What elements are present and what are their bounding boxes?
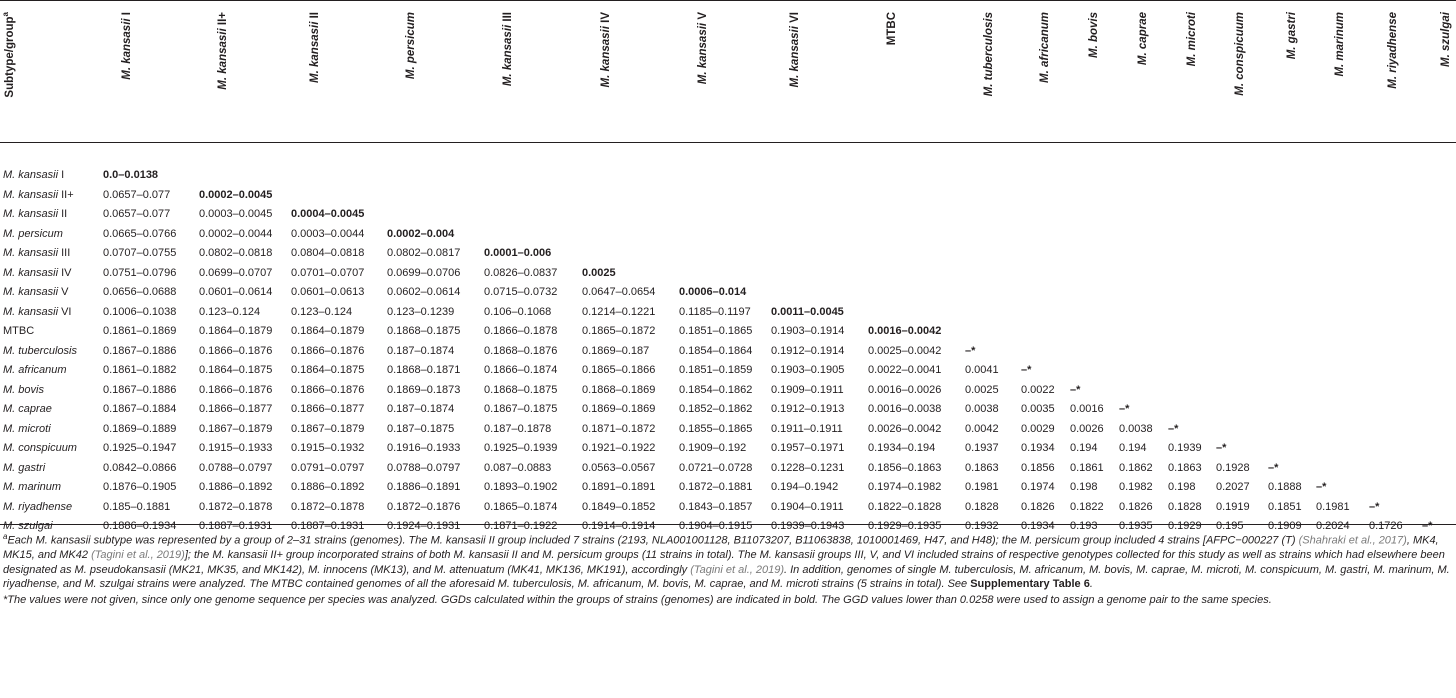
column-header: M. conspicuum (1234, 12, 1246, 96)
table-cell: 0.1864–0.1875 (291, 364, 365, 376)
table-cell: 0.123–0.124 (199, 305, 261, 318)
table-cell: 0.1886–0.1891 (387, 481, 461, 493)
table-cell: 0.1862 (1119, 461, 1153, 474)
table-cell: 0.1868–0.1875 (387, 325, 461, 337)
supplementary-table-link[interactable]: Supplementary Table 6 (970, 578, 1090, 591)
table-cell: 0.0025 (965, 383, 999, 396)
table-cell: 0.0041 (965, 364, 999, 376)
row-label: M. conspicuum (3, 442, 77, 454)
table-cell: 0.1866–0.1878 (484, 325, 558, 337)
column-header: M. kansasii II+ (217, 12, 229, 90)
table-cell: 0.1921–0.1922 (582, 442, 656, 454)
column-header: M. kansasii V (697, 12, 709, 85)
column-header: MTBC (886, 12, 898, 46)
table-cell: 0.1939 (1168, 442, 1202, 454)
table-cell: 0.0029 (1021, 422, 1055, 435)
table-cell: 0.1928 (1216, 461, 1250, 474)
table-cell: 0.1849–0.1852 (582, 500, 656, 513)
table-cell: 0.1916–0.1933 (387, 442, 461, 454)
table-cell: 0.1866–0.1876 (291, 344, 365, 357)
table-cell: 0.1856–0.1863 (868, 461, 942, 474)
table-cell-diagonal: –* (1168, 422, 1179, 435)
table-cell: 0.1974 (1021, 481, 1055, 493)
table-cell: 0.0601–0.0614 (199, 286, 273, 298)
table-cell: 0.087–0.0883 (484, 461, 552, 474)
row-label: M. gastri (3, 461, 46, 474)
row-label: M. tuberculosis (3, 344, 77, 357)
table-cell-diagonal: –* (1369, 500, 1380, 513)
table-cell: 0.0042 (965, 422, 999, 435)
table-cell: 0.1866–0.1874 (484, 364, 558, 376)
column-header: M. tuberculosis (983, 12, 995, 97)
table-cell: 0.1868–0.1869 (582, 383, 656, 396)
table-cell: 0.0035 (1021, 403, 1055, 415)
table-cell: 0.1866–0.1876 (291, 383, 365, 396)
table-cell: 0.0656–0.0688 (103, 286, 177, 298)
table-cell-diagonal: 0.0011–0.0045 (771, 305, 844, 318)
table-cell: 0.185–0.1881 (103, 500, 171, 513)
table-cell: 0.1869–0.1869 (582, 403, 656, 415)
table-cell: 0.1828 (1168, 500, 1202, 513)
table-cell-diagonal: 0.0016–0.0042 (868, 325, 942, 337)
table-footnotes (3, 530, 1451, 609)
table-cell: 0.0721–0.0728 (679, 461, 753, 474)
table-cell: 0.0016–0.0026 (868, 383, 942, 396)
table-cell: 0.0026 (1070, 422, 1104, 435)
table-cell: 0.1887–0.1931 (199, 520, 273, 532)
table-cell: 0.0003–0.0044 (291, 227, 365, 240)
table-cell: 0.1865–0.1874 (484, 500, 558, 513)
table-cell: 0.1911–0.1911 (771, 422, 843, 435)
table-cell: 0.1856 (1021, 461, 1055, 474)
table-cell: 0.1893–0.1902 (484, 481, 558, 493)
row-label: M. kansasii V (3, 286, 69, 298)
table-cell: 0.1826 (1021, 500, 1055, 513)
table-cell: 0.1939–0.1943 (771, 520, 845, 532)
table-cell: 0.0016–0.0038 (868, 403, 942, 415)
table-cell: 0.123–0.1239 (387, 305, 455, 318)
table-cell: 0.1912–0.1913 (771, 403, 845, 415)
table-cell-diagonal: –* (1268, 461, 1279, 474)
column-header: M. bovis (1088, 12, 1100, 59)
table-cell: 0.1872–0.1878 (291, 500, 365, 513)
row-label: M. kansasii III (3, 247, 71, 259)
table-cell: 0.0002–0.0044 (199, 227, 273, 240)
table-cell: 0.1915–0.1933 (199, 442, 273, 454)
column-header: M. caprae (1137, 12, 1149, 66)
table-cell: 0.1981 (1316, 500, 1350, 513)
table-cell: 0.1925–0.1939 (484, 442, 558, 454)
table-cell: 0.1854–0.1864 (679, 344, 753, 357)
table-cell: 0.1934 (1021, 442, 1055, 454)
citation-tagini-2[interactable]: (Tagini et al., 2019) (690, 563, 784, 576)
table-cell: 0.1872–0.1878 (199, 500, 273, 513)
table-cell: 0.1843–0.1857 (679, 500, 753, 513)
table-cell: 0.106–0.1068 (484, 305, 552, 318)
table-cell: 0.1925–0.1947 (103, 442, 177, 454)
table-cell: 0.187–0.1874 (387, 344, 455, 357)
table-cell: 0.1867–0.1879 (291, 422, 365, 435)
table-cell-diagonal: 0.0–0.0138 (103, 169, 159, 181)
column-header: M. riyadhense (1387, 12, 1399, 89)
table-cell-diagonal: –* (1070, 383, 1081, 396)
table-cell: 0.0699–0.0706 (387, 266, 461, 279)
table-cell: 0.1876–0.1905 (103, 481, 177, 493)
column-header: M. kansasii III (502, 12, 514, 87)
table-cell: 0.0804–0.0818 (291, 247, 365, 259)
table-cell: 0.0802–0.0818 (199, 247, 273, 259)
table-cell: 0.1909–0.192 (679, 442, 747, 454)
table-cell-diagonal: 0.0002–0.004 (387, 227, 455, 240)
table-cell: 0.0751–0.0796 (103, 266, 177, 279)
table-cell: 0.2024 (1316, 520, 1350, 532)
row-label: M. caprae (3, 403, 52, 415)
table-cell: 0.1909 (1268, 520, 1302, 532)
table-cell: 0.194 (1070, 442, 1098, 454)
table-cell: 0.0657–0.077 (103, 208, 171, 220)
row-label: M. riyadhense (3, 500, 73, 513)
table-cell: 0.0701–0.0707 (291, 266, 365, 279)
table-cell: 0.0026–0.0042 (868, 422, 942, 435)
table-cell-diagonal: –* (1422, 520, 1433, 532)
footnote-a: $^a$Each M. kansasii subtype was represented by a group of 2–31 strains (genomes). The M. kansasii II group included 7 strains (2193, NLA001001128, B11073207, B11063838, 1010001469, H47, and H48); the M. persicum group included 4 strains [AFPC−000227 (T) (Shahraki et al., 2017), MK4, MK15, and MK42 (Tagini et al., 2019)]; the M. kansasii II+ group incorporated strains of both M. kansasii II and M. persicum groups (11 strains in total). The M. kansasii groups III, V, and VI included strains of respective genotypes collected for this study as well as strains which had elsewhere been designated as M. pseudokansasii (MK21, MK35, and MK142), M. innocens (MK13), and M. attenuatum (MK41, MK136, MK191), accordingly (Tagini et al., 2019). In addition, genomes of single M. tuberculosis, M. africanum, M. bovis, M. caprae, M. microti, M. conspicuum, M. gastri, M. marinum, M. riyadhense, and M. szulgai strains were analyzed. The MTBC contained genomes of all the aforesaid M. tuberculosis, M. africanum, M. bovis, M. caprae, and M. microti strains (5 strains in total). See Supplementary Table 6. (3, 532, 1450, 591)
table-cell: 0.1871–0.1872 (582, 422, 656, 435)
table-cell: 0.0699–0.0707 (199, 266, 273, 279)
table-cell: 0.1854–0.1862 (679, 383, 753, 396)
table-cell: 0.1915–0.1932 (291, 442, 365, 454)
table-cell: 0.1826 (1119, 500, 1153, 513)
table-cell: 0.1214–0.1221 (582, 305, 656, 318)
table-cell: 0.1872–0.1881 (679, 481, 753, 493)
table-cell-diagonal: –* (1316, 481, 1327, 493)
table-cell: 0.0003–0.0045 (199, 208, 273, 220)
column-header: M. kansasii IV (600, 12, 612, 88)
table-cell: 0.0647–0.0654 (582, 286, 656, 298)
row-label: M. persicum (3, 227, 63, 240)
table-cell: 0.1867–0.1884 (103, 403, 177, 415)
table-cell: 0.1887–0.1931 (291, 520, 365, 532)
column-header-subtype-group: Subtype/group$^a$ (1, 12, 16, 98)
table-cell: 0.1935 (1119, 520, 1153, 532)
table-cell: 0.1185–0.1197 (679, 305, 751, 318)
table-cell: 0.1868–0.1875 (484, 383, 558, 396)
row-label: M. szulgai (3, 520, 53, 532)
table-cell: 0.1903–0.1914 (771, 325, 845, 337)
table-cell: 0.0707–0.0755 (103, 247, 177, 259)
table-cell-diagonal: –* (965, 344, 976, 357)
table-cell: 0.1867–0.1879 (199, 422, 273, 435)
table-cell: 0.1864–0.1879 (291, 325, 365, 337)
table-cell: 0.1929 (1168, 520, 1202, 532)
column-header: M. gastri (1286, 12, 1298, 60)
row-label: M. kansasii II (3, 208, 68, 220)
table-cell: 0.1228–0.1231 (771, 461, 845, 474)
table-cell-diagonal: 0.0001–0.006 (484, 247, 552, 259)
table-cell: 0.0022–0.0041 (868, 364, 942, 376)
citation-tagini-1[interactable]: (Tagini et al., 2019) (91, 549, 185, 562)
table-cell: 0.1937 (965, 442, 999, 454)
table-cell: 0.1866–0.1876 (199, 383, 273, 396)
table-cell: 0.0025–0.0042 (868, 344, 942, 357)
table-cell: 0.1912–0.1914 (771, 344, 845, 357)
table-cell: 0.1867–0.1886 (103, 344, 177, 357)
table-cell: 0.0602–0.0614 (387, 286, 461, 298)
table-cell: 0.1904–0.1911 (771, 500, 844, 513)
column-header: M. kansasii VI (789, 12, 801, 88)
table-cell: 0.193 (1070, 520, 1098, 532)
row-label: M. kansasii I (3, 169, 65, 181)
table-cell: 0.1929–0.1935 (868, 520, 942, 532)
table-header-rule (0, 142, 1456, 143)
row-label: M. microti (3, 422, 51, 435)
column-header: M. microti (1186, 12, 1198, 67)
table-cell: 0.187–0.1875 (387, 422, 455, 435)
table-cell: 0.1865–0.1872 (582, 325, 656, 337)
table-cell: 0.1886–0.1892 (199, 481, 273, 493)
table-cell: 0.198 (1168, 481, 1196, 493)
table-cell: 0.1851–0.1865 (679, 325, 753, 337)
table-cell: 0.194 (1119, 442, 1147, 454)
row-label: M. kansasii IV (3, 266, 72, 279)
table-cell: 0.1886–0.1934 (103, 520, 177, 532)
table-cell: 0.1924–0.1931 (387, 520, 461, 532)
table-cell: 0.187–0.1874 (387, 403, 455, 415)
table-cell: 0.1867–0.1886 (103, 383, 177, 396)
table-cell: 0.1868–0.1871 (387, 364, 461, 376)
footnote-star: *The values were not given, since only one genome sequence per species was analyzed. GGDs calculated within the groups of strains (genomes) are indicated in bold. The GGD values lower than 0.0258 were used to assign a genome pair to the same species. (3, 594, 1272, 607)
row-label: MTBC (3, 325, 35, 337)
table-cell: 0.0788–0.0797 (199, 461, 273, 474)
table-cell: 0.0657–0.077 (103, 188, 171, 201)
table-cell: 0.1903–0.1905 (771, 364, 845, 376)
table-cell: 0.187–0.1878 (484, 422, 552, 435)
table-cell: 0.123–0.124 (291, 305, 353, 318)
table-cell: 0.2027 (1216, 481, 1250, 493)
table-cell: 0.1871–0.1922 (484, 520, 558, 532)
table-cell: 0.195 (1216, 520, 1244, 532)
table-cell-diagonal: 0.0006–0.014 (679, 286, 747, 298)
table-cell: 0.1851 (1268, 500, 1302, 513)
row-label: M. kansasii II+ (3, 188, 74, 201)
table-cell: 0.0665–0.0766 (103, 227, 177, 240)
table-cell-diagonal: –* (1119, 403, 1130, 415)
row-label: M. africanum (3, 364, 67, 376)
table-cell: 0.194–0.1942 (771, 481, 839, 493)
table-cell: 0.1866–0.1876 (199, 344, 273, 357)
table-cell: 0.1851–0.1859 (679, 364, 753, 376)
table-cell: 0.1855–0.1865 (679, 422, 753, 435)
column-header: M. persicum (405, 12, 417, 80)
table-cell: 0.1934 (1021, 520, 1055, 532)
table-cell-diagonal: –* (1021, 364, 1032, 376)
table-cell: 0.1934–0.194 (868, 442, 936, 454)
table-cell: 0.1863 (1168, 461, 1202, 474)
table-cell: 0.0022 (1021, 383, 1055, 396)
table-cell: 0.0715–0.0732 (484, 286, 558, 298)
column-header: M. kansasii II (309, 12, 321, 83)
table-cell: 0.1861 (1070, 461, 1104, 474)
table-cell: 0.1904–0.1915 (679, 520, 753, 532)
table-cell: 0.0842–0.0866 (103, 461, 177, 474)
table-cell: 0.1867–0.1875 (484, 403, 558, 415)
table-top-rule (0, 0, 1456, 1)
citation-shahraki[interactable]: (Shahraki et al., 2017) (1298, 534, 1407, 547)
row-label: M. marinum (3, 481, 62, 493)
table-cell: 0.1957–0.1971 (771, 442, 845, 454)
row-label: M. bovis (3, 383, 44, 396)
table-cell: 0.1888 (1268, 481, 1302, 493)
table-cell: 0.1974–0.1982 (868, 481, 942, 493)
table-cell: 0.0791–0.0797 (291, 461, 365, 474)
column-header: M. szulgai (1440, 12, 1452, 67)
table-cell-diagonal: 0.0004–0.0045 (291, 208, 365, 220)
table-cell-diagonal: –* (1216, 442, 1227, 454)
table-cell: 0.1852–0.1862 (679, 403, 753, 415)
table-cell: 0.0038 (965, 403, 999, 415)
table-cell: 0.1006–0.1038 (103, 305, 177, 318)
table-cell: 0.0788–0.0797 (387, 461, 461, 474)
table-cell: 0.0802–0.0817 (387, 247, 461, 259)
table-cell: 0.1864–0.1879 (199, 325, 273, 337)
table-cell: 0.1828 (965, 500, 999, 513)
table-cell: 0.1869–0.1889 (103, 422, 177, 435)
table-cell: 0.0563–0.0567 (582, 461, 656, 474)
column-header: M. africanum (1039, 12, 1051, 83)
table-cell: 0.1909–0.1911 (771, 383, 844, 396)
table-cell: 0.1869–0.187 (582, 344, 650, 357)
table-cell: 0.1822–0.1828 (868, 500, 942, 513)
table-cell: 0.1864–0.1875 (199, 364, 273, 376)
table-cell-diagonal: 0.0025 (582, 266, 616, 279)
table-cell: 0.1822 (1070, 500, 1104, 513)
table-cell: 0.1865–0.1866 (582, 364, 656, 376)
table-cell: 0.1863 (965, 461, 999, 474)
table-cell: 0.1919 (1216, 500, 1250, 513)
table-cell: 0.198 (1070, 481, 1098, 493)
column-header: M. kansasii I (121, 12, 133, 80)
table-cell: 0.1914–0.1914 (582, 520, 656, 532)
table-cell: 0.1982 (1119, 481, 1153, 493)
table-cell: 0.1886–0.1892 (291, 481, 365, 493)
table-cell: 0.1891–0.1891 (582, 481, 656, 493)
table-cell: 0.0826–0.0837 (484, 266, 558, 279)
row-label: M. kansasii VI (3, 305, 72, 318)
table-cell: 0.1868–0.1876 (484, 344, 558, 357)
table-cell: 0.1726 (1369, 520, 1403, 532)
table-cell: 0.0016 (1070, 403, 1104, 415)
table-cell: 0.1861–0.1882 (103, 364, 177, 376)
table-cell: 0.1869–0.1873 (387, 383, 461, 396)
table-cell: 0.1932 (965, 520, 999, 532)
table-cell: 0.1872–0.1876 (387, 500, 461, 513)
table-cell: 0.1866–0.1877 (291, 403, 365, 415)
table-cell: 0.1981 (965, 481, 999, 493)
table-cell-diagonal: 0.0002–0.0045 (199, 188, 273, 201)
table-cell: 0.1861–0.1869 (103, 325, 177, 337)
table-cell: 0.1866–0.1877 (199, 403, 273, 415)
table-cell: 0.0601–0.0613 (291, 286, 365, 298)
column-header: M. marinum (1334, 12, 1346, 77)
table-cell: 0.0038 (1119, 422, 1153, 435)
